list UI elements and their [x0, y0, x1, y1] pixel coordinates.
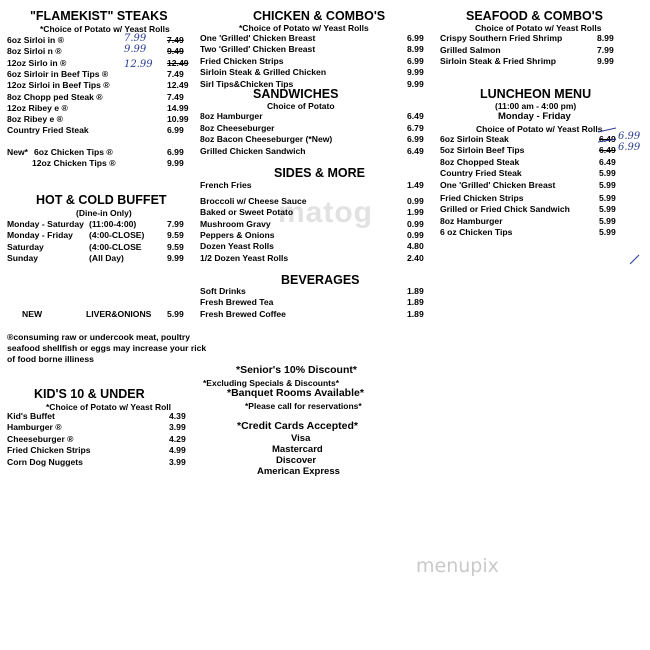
- buffet-item-time: (4:00-CLOSE): [89, 230, 145, 241]
- steaks-title: "FLAMEKIST" STEAKS: [30, 9, 168, 23]
- side-item-price: 4.80: [407, 241, 424, 252]
- beverage-item-price: 1.89: [407, 308, 424, 319]
- luncheon-item-price: 5.99: [599, 204, 616, 215]
- steak-item-price: 10.99: [167, 114, 189, 125]
- luncheon-item-name: Fried Chicken Strips: [440, 193, 524, 203]
- pen-mark-arrows: [596, 126, 620, 152]
- senior-discount: *Senior's 10% Discount*: [236, 364, 357, 376]
- buffet-item-name: Sunday: [7, 253, 39, 264]
- sandwich-item-price: 6.49: [407, 111, 424, 121]
- credit-cards-title: *Credit Cards Accepted*: [237, 420, 358, 432]
- chicken-item-price: 9.99: [407, 67, 424, 78]
- luncheon-item-name: Grilled or Fried Chick Sandwich: [440, 204, 570, 215]
- chicken-subtitle: *Choice of Potato w/ Yeast Rolls: [239, 23, 369, 33]
- side-item-name: Peppers & Onions: [200, 229, 275, 240]
- buffet-item-time: (4:00-CLOSE: [89, 241, 142, 252]
- chicken-item-name: Two 'Grilled' Chicken Breast: [200, 44, 316, 55]
- sandwich-item-name: 8oz Cheeseburger: [200, 122, 275, 133]
- beverage-item-price: 1.89: [407, 286, 424, 296]
- steak-item-price: 7.49: [167, 35, 184, 45]
- steak-item-handwritten-price: 12.99: [124, 58, 153, 70]
- kids-item-price: 4.29: [169, 433, 186, 444]
- kids-subtitle: *Choice of Potato w/ Yeast Roll: [46, 402, 172, 412]
- luncheon-title: LUNCHEON MENU: [480, 87, 592, 101]
- seafood-item-name: Sirloin Steak & Fried Shrimp: [440, 56, 557, 66]
- side-item-price: 1.99: [407, 207, 424, 218]
- sandwich-item-name: 8oz Bacon Cheeseburger (*New): [200, 134, 333, 144]
- sides-title: SIDES & MORE: [274, 166, 365, 180]
- luncheon-item-price: 5.99: [599, 193, 616, 203]
- chicken-item-name: Fried Chicken Strips: [200, 55, 284, 66]
- steak-item-name: 6oz Sirloi in ®: [7, 35, 64, 45]
- beverage-item-price: 1.89: [407, 297, 424, 308]
- kids-item-price: 3.99: [169, 456, 186, 467]
- kids-item-price: 4.99: [169, 445, 186, 456]
- banquet-note: *Banquet Rooms Available*: [227, 387, 364, 399]
- pen-mark-tick: [628, 252, 642, 266]
- chicken-tips-item-price: 9.99: [167, 158, 184, 169]
- kids-title: KID'S 10 & UNDER: [34, 387, 145, 401]
- warning-line-3: of food borne illiness: [7, 354, 94, 364]
- steak-item-name: 8oz Chopp ped Steak ®: [7, 91, 103, 102]
- seafood-item-price: 8.99: [597, 33, 614, 43]
- buffet-item-price: 9.99: [167, 253, 184, 264]
- steak-item-name: 8oz Sirloi n ®: [7, 46, 62, 57]
- steak-item-name: 12oz Sirloi in Beef Tips ®: [7, 80, 110, 91]
- buffet-subtitle: (Dine-in Only): [76, 208, 132, 218]
- excluding-note: *Excluding Specials & Discounts*: [203, 378, 340, 388]
- steak-item-price: 14.99: [167, 102, 189, 113]
- luncheon-item-price: 5.99: [599, 227, 616, 238]
- sandwich-item-price: 6.49: [407, 145, 424, 156]
- steak-item-price: 9.49: [167, 46, 184, 57]
- luncheon-item-handwritten-price: 6.99: [618, 131, 641, 142]
- buffet-new-label: NEW: [22, 309, 43, 319]
- beverages-title: BEVERAGES: [281, 273, 360, 287]
- kids-item-price: 3.99: [169, 422, 186, 433]
- card-discover: Discover: [276, 455, 317, 466]
- card-amex: American Express: [257, 466, 340, 477]
- buffet-item-time: (11:00-4:00): [89, 219, 137, 229]
- chicken-item-price: 6.99: [407, 55, 424, 66]
- luncheon-item-handwritten-price: 6.99: [618, 142, 641, 154]
- menupix-logo: menupix: [416, 555, 499, 577]
- seafood-item-name: Crispy Southern Fried Shrimp: [440, 33, 563, 43]
- seafood-item-price: 9.99: [597, 56, 614, 66]
- luncheon-item-name: Country Fried Steak: [440, 168, 522, 179]
- buffet-item-price: 9.59: [167, 230, 184, 241]
- kids-item-name: Fried Chicken Strips: [7, 445, 91, 456]
- steaks-new-label: New*: [7, 147, 29, 157]
- kids-item-price: 4.39: [169, 411, 186, 421]
- side-item-price: 0.99: [407, 218, 424, 229]
- buffet-item-time: (All Day): [89, 253, 124, 264]
- kids-item-name: Corn Dog Nuggets: [7, 456, 83, 467]
- luncheon-item-name: 5oz Sirloin Beef Tips: [440, 145, 525, 156]
- side-item-name: Dozen Yeast Rolls: [200, 241, 274, 252]
- steak-item-name: 12oz Sirlo in ®: [7, 57, 67, 68]
- sandwich-item-name: Grilled Chicken Sandwich: [200, 145, 306, 156]
- steaks-subtitle: *Choice of Potato w/ Yeast Rolls: [40, 24, 170, 34]
- chicken-item-price: 8.99: [407, 44, 424, 55]
- watermark-center: matog: [278, 196, 373, 229]
- buffet-item-name: Saturday: [7, 241, 44, 252]
- steak-item-price: 6.99: [167, 125, 184, 136]
- luncheon-subtitle: Choice of Potato w/ Yeast Rolls: [476, 124, 603, 134]
- luncheon-item-name: One 'Grilled' Chicken Breast: [440, 179, 556, 190]
- reservations-note: *Please call for reservations*: [245, 401, 362, 411]
- luncheon-item-price: 5.99: [599, 179, 616, 190]
- buffet-new-item: LIVER&ONIONS: [86, 309, 152, 319]
- sandwich-item-name: 8oz Hamburger: [200, 111, 263, 121]
- side-item-price: 2.40: [407, 252, 424, 263]
- warning-line-1: ®consuming raw or undercook meat, poultry: [7, 332, 191, 342]
- buffet-item-price: 7.99: [167, 219, 184, 229]
- luncheon-item-price: 6.49: [599, 134, 616, 144]
- side-item-price: 0.99: [407, 229, 424, 240]
- card-visa: Visa: [291, 433, 311, 444]
- luncheon-item-name: 6oz Sirloin Steak: [440, 134, 509, 144]
- kids-item-name: Kid's Buffet: [7, 411, 55, 421]
- seafood-item-name: Grilled Salmon: [440, 44, 501, 55]
- kids-item-name: Hamburger ®: [7, 422, 62, 433]
- side-item-price: 0.99: [407, 196, 424, 206]
- luncheon-item-name: 8oz Hamburger: [440, 215, 503, 226]
- steak-item-price: 7.49: [167, 68, 184, 79]
- luncheon-item-price: 5.99: [599, 215, 616, 226]
- sandwich-item-price: 6.79: [407, 122, 424, 133]
- luncheon-item-name: 6 oz Chicken Tips: [440, 227, 513, 238]
- steak-item-name: 8oz Ribey e ®: [7, 114, 64, 125]
- steak-item-handwritten-price: 7.99: [124, 33, 147, 44]
- chicken-item-name: Sirl Tips&Chicken Tips: [200, 78, 294, 89]
- chicken-item-price: 9.99: [407, 78, 424, 89]
- chicken-tips-item-price: 6.99: [167, 147, 184, 157]
- buffet-item-name: Monday - Saturday: [7, 219, 84, 229]
- buffet-new-price: 5.99: [167, 309, 184, 319]
- seafood-subtitle: Choice of Potato w/ Yeast Rolls: [475, 23, 602, 33]
- chicken-title: CHICKEN & COMBO'S: [253, 9, 386, 23]
- side-item-name: French Fries: [200, 180, 252, 190]
- seafood-title: SEAFOOD & COMBO'S: [466, 9, 604, 23]
- steak-item-handwritten-price: 9.99: [124, 44, 147, 56]
- side-item-name: Baked or Sweet Potato: [200, 207, 294, 218]
- steak-item-name: Country Fried Steak: [7, 125, 89, 136]
- steak-item-name: 12oz Ribey e ®: [7, 102, 68, 113]
- chicken-tips-item-name: 12oz Chicken Tips ®: [32, 158, 116, 169]
- luncheon-days: Monday - Friday: [498, 111, 571, 122]
- side-item-name: 1/2 Dozen Yeast Rolls: [200, 252, 289, 263]
- luncheon-item-price: 6.49: [599, 156, 616, 167]
- beverage-item-name: Fresh Brewed Coffee: [200, 308, 286, 319]
- sandwiches-subtitle: Choice of Potato: [267, 101, 335, 111]
- luncheon-item-price: 6.49: [599, 145, 616, 156]
- card-mastercard: Mastercard: [272, 444, 323, 455]
- chicken-item-name: Sirloin Steak & Grilled Chicken: [200, 67, 327, 78]
- luncheon-item-name: 8oz Chopped Steak: [440, 156, 520, 167]
- steak-item-price: 12.49: [167, 57, 189, 68]
- chicken-tips-item-name: 6oz Chicken Tips ®: [34, 147, 113, 157]
- sandwich-item-price: 6.99: [407, 134, 424, 144]
- luncheon-item-price: 5.99: [599, 168, 616, 179]
- buffet-item-name: Monday - Friday: [7, 230, 73, 241]
- buffet-item-price: 9.59: [167, 241, 184, 252]
- beverage-item-name: Fresh Brewed Tea: [200, 297, 274, 308]
- buffet-title: HOT & COLD BUFFET: [36, 193, 167, 207]
- chicken-item-name: One 'Grilled' Chicken Breast: [200, 33, 316, 43]
- side-item-name: Broccoli w/ Cheese Sauce: [200, 196, 307, 206]
- steak-item-price: 7.49: [167, 91, 184, 102]
- side-item-name: Mushroom Gravy: [200, 218, 271, 229]
- warning-line-2: seafood shellfish or eggs may increase your rick: [7, 343, 207, 353]
- side-item-price: 1.49: [407, 180, 424, 190]
- luncheon-hours: (11:00 am - 4:00 pm): [495, 101, 577, 111]
- sandwiches-title: SANDWICHES: [253, 87, 339, 101]
- beverage-item-name: Soft Drinks: [200, 286, 246, 296]
- steak-item-name: 6oz Sirloir in Beef Tips ®: [7, 68, 109, 79]
- steak-item-price: 12.49: [167, 80, 189, 91]
- kids-item-name: Cheeseburger ®: [7, 433, 74, 444]
- chicken-item-price: 6.99: [407, 33, 424, 43]
- seafood-item-price: 7.99: [597, 44, 614, 55]
